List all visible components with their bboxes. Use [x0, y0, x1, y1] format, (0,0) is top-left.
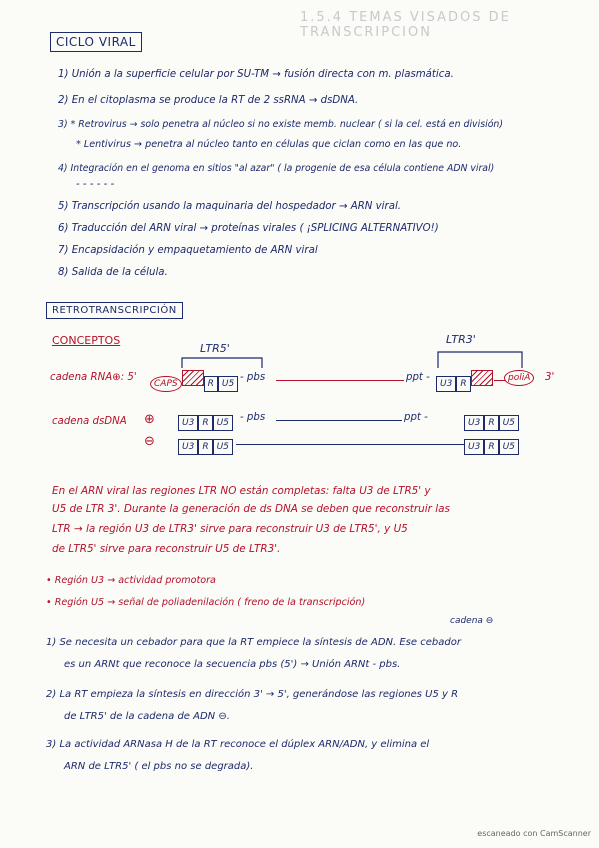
dna-minus-wire — [236, 444, 464, 445]
hatch-segment — [471, 370, 493, 386]
pbs-label: - pbs — [240, 412, 266, 423]
scanner-footer: escaneado con CamScanner — [477, 829, 591, 838]
u3-segment: U3 — [178, 439, 198, 455]
explain-line: LTR → la región U3 de LTR3' sirve para reconstruir U3 de LTR5', y U5 — [52, 523, 408, 535]
ppt-label: ppt - — [404, 412, 428, 423]
r-segment: R — [198, 439, 212, 455]
explain-line: En el ARN viral las regiones LTR NO están completas: falta U3 de LTR5' y — [52, 485, 431, 497]
u3-segment: U3 — [436, 376, 456, 392]
dna-plus-wire — [276, 420, 402, 421]
ciclo-item: 5) Transcripción usando la maquinaria del hospedador → ARN viral. — [58, 201, 402, 212]
r-segment: R — [484, 415, 498, 431]
u5-segment: U5 — [213, 439, 233, 455]
minus-sign: ⊖ — [144, 434, 155, 449]
step-line: de LTR5' de la cadena de ADN ⊖. — [64, 711, 230, 722]
dash-line: - - - - - - — [76, 179, 115, 190]
ciclo-item: 8) Salida de la célula. — [58, 267, 168, 278]
dna-plus-right — [464, 410, 519, 431]
dna-plus-left — [178, 410, 233, 431]
hatch-segment — [182, 370, 204, 386]
rna-right-block — [436, 370, 493, 392]
ciclo-item: 1) Unión a la superficie celular por SU-TM → fusión directa con m. plasmática. — [58, 69, 454, 80]
step-line: 1) Se necesita un cebador para que la RT empiece la síntesis de ADN. Ese cebador — [46, 637, 461, 648]
ciclo-item: 3) * Retrovirus → solo penetra al núcleo si no existe memb. nuclear ( si la cel. está en división) — [58, 119, 504, 130]
rna-left-block — [150, 370, 238, 392]
dna-minus-left — [178, 434, 233, 455]
u5-segment: U5 — [499, 415, 519, 431]
section-title-ciclo: CICLO VIRAL — [50, 32, 142, 52]
ciclo-item: 7) Encapsidación y empaquetamiento de ARN viral — [58, 245, 318, 256]
bullet-u5: • Región U5 → señal de poliadenilación ( freno de la transcripción) — [46, 597, 366, 608]
ltr3-label: LTR3' — [446, 333, 476, 346]
u3-segment: U3 — [464, 415, 484, 431]
ghost-header: 1.5.4 TEMAS VISADOS DE TRANSCRIPCION — [300, 10, 511, 40]
rna-wire — [276, 380, 404, 381]
ciclo-item: * Lentivirus → penetra al núcleo tanto en células que ciclan como en las que no. — [76, 139, 462, 150]
u3-segment: U3 — [464, 439, 484, 455]
step-line: ARN de LTR5' ( el pbs no se degrada). — [64, 761, 254, 772]
ciclo-item: 4) Integración en el genoma en sitios "al azar" ( la progenie de esa célula contiene ADN viral) — [58, 163, 495, 174]
ppt-label: ppt - — [406, 372, 430, 383]
u5-segment: U5 — [499, 439, 519, 455]
u3-segment: U3 — [178, 415, 198, 431]
bullet-u3: • Región U3 → actividad promotora — [46, 575, 216, 586]
r-segment: R — [198, 415, 212, 431]
ltr5-label: LTR5' — [200, 342, 230, 355]
step-line: es un ARNt que reconoce la secuencia pbs (5') → Unión ARNt - pbs. — [64, 659, 401, 670]
polya-cap: poliA — [504, 370, 534, 386]
pbs-label: - pbs — [240, 372, 266, 383]
u5-segment: U5 — [213, 415, 233, 431]
dna-minus-right — [464, 434, 519, 455]
u5-segment: U5 — [218, 376, 238, 392]
rna-end-label: 3' — [545, 372, 555, 383]
plus-sign: ⊕ — [144, 412, 155, 427]
r-segment: R — [484, 439, 498, 455]
step-line: 2) La RT empieza la síntesis en dirección 3' → 5', generándose las regiones U5 y R — [46, 689, 459, 700]
cadena-note: cadena ⊖ — [450, 616, 494, 626]
step-line: 3) La actividad ARNasa H de la RT reconoce el dúplex ARN/ADN, y elimina el — [46, 739, 430, 750]
explain-line: U5 de LTR 3'. Durante la generación de ds DNA se deben que reconstruir las — [52, 503, 450, 515]
ciclo-item: 2) En el citoplasma se produce la RT de 2 ssRNA → dsDNA. — [58, 95, 359, 106]
explain-line: de LTR5' sirve para reconstruir U5 de LTR3'. — [52, 543, 281, 555]
ciclo-item: 6) Traducción del ARN viral → proteínas virales ( ¡SPLICING ALTERNATIVO!) — [58, 223, 439, 234]
section-title-retro: RETROTRANSCRIPCIÓN — [46, 302, 183, 319]
caps-cap: CAPS — [150, 376, 182, 392]
rna-label: cadena RNA⊕: 5' — [50, 372, 137, 383]
r-segment: R — [204, 376, 218, 392]
conceptos-heading: CONCEPTOS — [52, 334, 121, 347]
dsdna-label: cadena dsDNA — [52, 416, 127, 427]
r-segment: R — [456, 376, 470, 392]
